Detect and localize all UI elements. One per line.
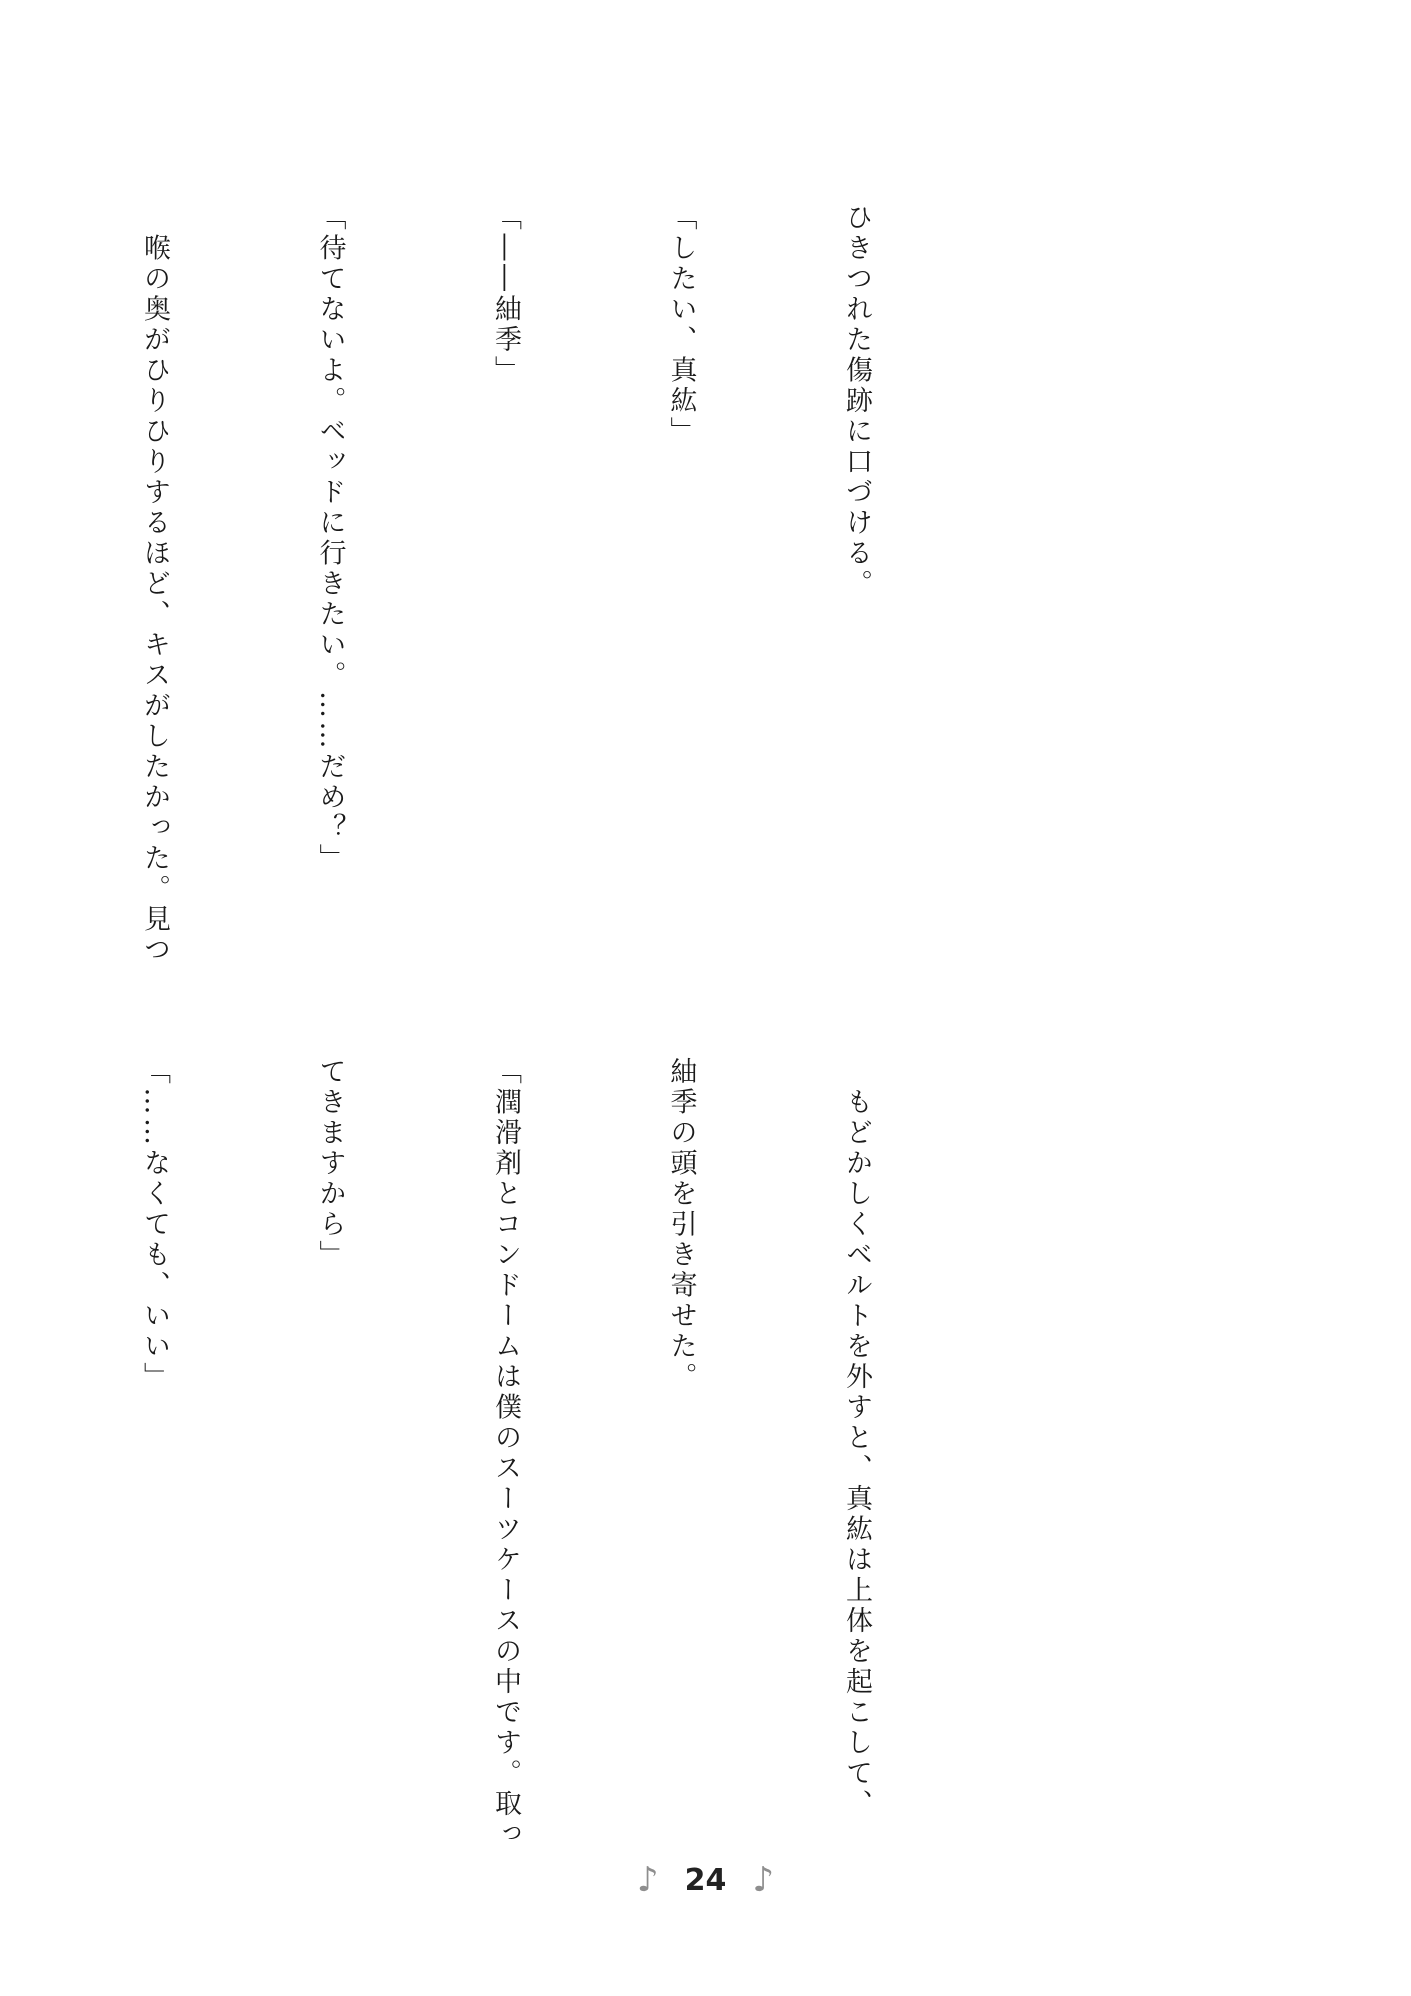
text-line: てきますから」 [314, 1057, 346, 1271]
text-line: 喉の奥がひりひりするほど、キスがしたかった。見つ [139, 203, 170, 966]
upper-text-block [139, 203, 1002, 1018]
text-line: ひきつれた傷跡に口づける。 [841, 203, 872, 600]
page-number-footer [0, 1860, 1411, 1900]
lower-text-block [0, 1057, 1002, 1897]
music-note-icon: ♪ [636, 1860, 659, 1900]
text-line [0, 1057, 8, 1897]
text-line: もどかしくベルトを外すと、真紘は上体を起こして、 [841, 1057, 872, 1820]
text-line: 紬季の頭を引き寄せた。 [665, 1057, 697, 1393]
text-line [0, 203, 8, 1018]
text-line: 「……なくても、いい」 [139, 1057, 170, 1393]
text-line: 「待てないよ。ベッドに行きたい。……だめ？」 [314, 203, 346, 874]
text-line: 「潤滑剤とコンドームは僕のスーツケースの中です。取っ [490, 1057, 521, 1850]
page-number: 24 [684, 1862, 727, 1898]
text-line: 「したい、真紘」 [665, 203, 697, 447]
music-note-icon: ♪ [752, 1860, 775, 1900]
text-line: 「――紬季」 [490, 203, 521, 386]
